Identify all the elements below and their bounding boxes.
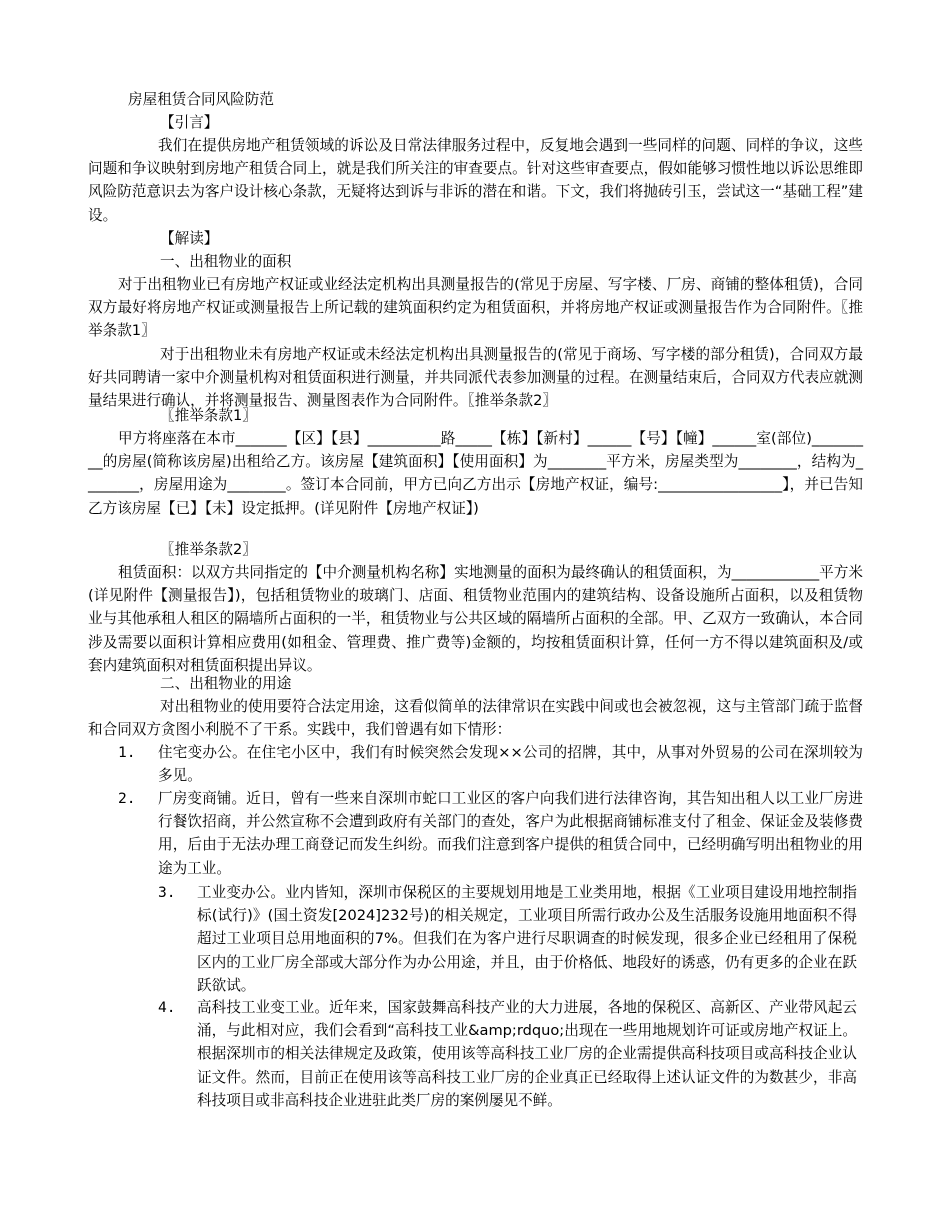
section1-paragraph-2: 对于出租物业未有房地产权证或未经法定机构出具测量报告的(常见于商场、写字楼的部分租赁)，合同双方最好共同聘请一家中介测量机构对租赁面积进行测量，并共同派代表参加测量的过程。在测量结束后，合同双方代表应就测量结果进行确认，并将测量报告、测量图表作为合同附件。〖推举条款2〗 (88, 346, 863, 410)
document-title: 房屋租赁合同风险防范 (128, 91, 274, 108)
clause1-text: 甲方将座落在本市_______【区】【县】__________路_____【栋】【新村】______【号】【幢】______室(部位)_________的房屋(简称该房屋)出租给乙方。该房屋【建筑面积】【使用面积】为________平方米，房屋类型为________，结构为________，房屋用途为________。签订本合同前，甲方已向乙方出示【房地产权证，编号:_________________】，并已告知乙方该房屋【已】【未】设定抵押。(详见附件【房地产权证】) (88, 430, 863, 517)
intro-heading: 【引言】 (160, 114, 219, 131)
list-item-number: 4. (158, 999, 176, 1016)
list-item-text: 住宅变办公。在住宅小区中，我们有时候突然会发现××公司的招牌，其中，从事对外贸易的公司在深圳较为多见。 (158, 744, 863, 785)
intro-paragraph: 我们在提供房地产租赁领域的诉讼及日常法律服务过程中，反复地会遇到一些同样的问题、同样的争议，这些问题和争议映射到房地产租赁合同上，就是我们所关注的审查要点。针对这些审查要点，假如能够习惯性地以诉讼思维即风险防范意识去为客户设计核心条款，无疑将达到诉与非诉的潜在和谐。下文，我们将抛砖引玉，尝试这一“基础工程”建设。 (88, 137, 863, 224)
section2-heading: 二、出租物业的用途 (160, 675, 292, 692)
clause2-text: 租赁面积：以双方共同指定的【中介测量机构名称】实地测量的面积为最终确认的租赁面积，为____________平方米(详见附件【测量报告】)，包括租赁物业的玻璃门、店面、租赁物业范围内的建筑结构、设备设施所占面积，以及租赁物业与其他承租人租区的隔墙所占面积的一半，租赁物业与公共区域的隔墙所占面积的全部。甲、乙双方一致确认，本合同涉及需要以面积计算相应费用(如租金、管理费、推广费等)金额的，均按租赁面积计算，任何一方不得以建筑面积及/或套内建筑面积对租赁面积提出异议。 (88, 564, 863, 674)
list-item-text: 厂房变商铺。近日，曾有一些来自深圳市蛇口工业区的客户向我们进行法律咨询，其告知出租人以工业厂房进行餐饮招商，并公然宣称不会遭到政府有关部门的查处，客户为此根据商铺标准支付了租金、保证金及装修费用，后由于无法办理工商登记而发生纠纷。而我们注意到客户提供的租赁合同中，已经明确写明出租物业的用途为工业。 (158, 790, 863, 877)
analysis-heading: 【解读】 (160, 230, 219, 247)
list-item-number: 2. (118, 790, 136, 807)
section1-paragraph-1: 对于出租物业已有房地产权证或业经法定机构出具测量报告的(常见于房屋、写字楼、厂房、商铺的整体租赁)，合同双方最好将房地产权证或测量报告上所记载的建筑面积约定为租赁面积，并将房地产权证或测量报告作为合同附件。〖推举条款1〗 (88, 276, 863, 340)
section2-paragraph-1: 对出租物业的使用要符合法定用途，这看似简单的法律常识在实践中间或也会被忽视，这与主管部门疏于监督和合同双方贪图小利脱不了干系。实践中，我们曾遇有如下情形： (88, 698, 863, 739)
list-item-text: 高科技工业变工业。近年来，国家鼓舞高科技产业的大力进展，各地的保税区、高新区、产业带风起云涌，与此相对应，我们会看到“高科技工业&amp;rdquo;出现在一些用地规划许可证或房地产权证上。根据深圳市的相关法律规定及政策，使用该等高科技工业厂房的企业需提供高科技项目或高科技企业认证文件。然而，目前正在使用该等高科技工业厂房的企业真正已经取得上述认证文件的为数甚少，非高科技项目或非高科技企业进驻此类厂房的案例屡见不鲜。 (197, 999, 857, 1109)
list-item-number: 3. (158, 884, 176, 901)
list-item-text: 工业变办公。业内皆知，深圳市保税区的主要规划用地是工业类用地，根据《工业项目建设用地控制指标(试行)》(国土资发[2024]232号)的相关规定，工业项目所需行政办公及生活服务设施用地面积不得超过工业项目总用地面积的7%。但我们在为客户进行尽职调查的时候发现，很多企业已经租用了保税区内的工业厂房全部或大部分作为办公用途，并且，由于价格低、地段好的诱惑，仍有更多的企业在跃跃欲试。 (197, 884, 857, 994)
clause2-heading: 〖推举条款2〗 (160, 541, 257, 558)
list-item-number: 1. (118, 744, 136, 761)
section1-heading: 一、出租物业的面积 (160, 253, 292, 270)
clause1-heading: 〖推举条款1〗 (160, 407, 257, 424)
